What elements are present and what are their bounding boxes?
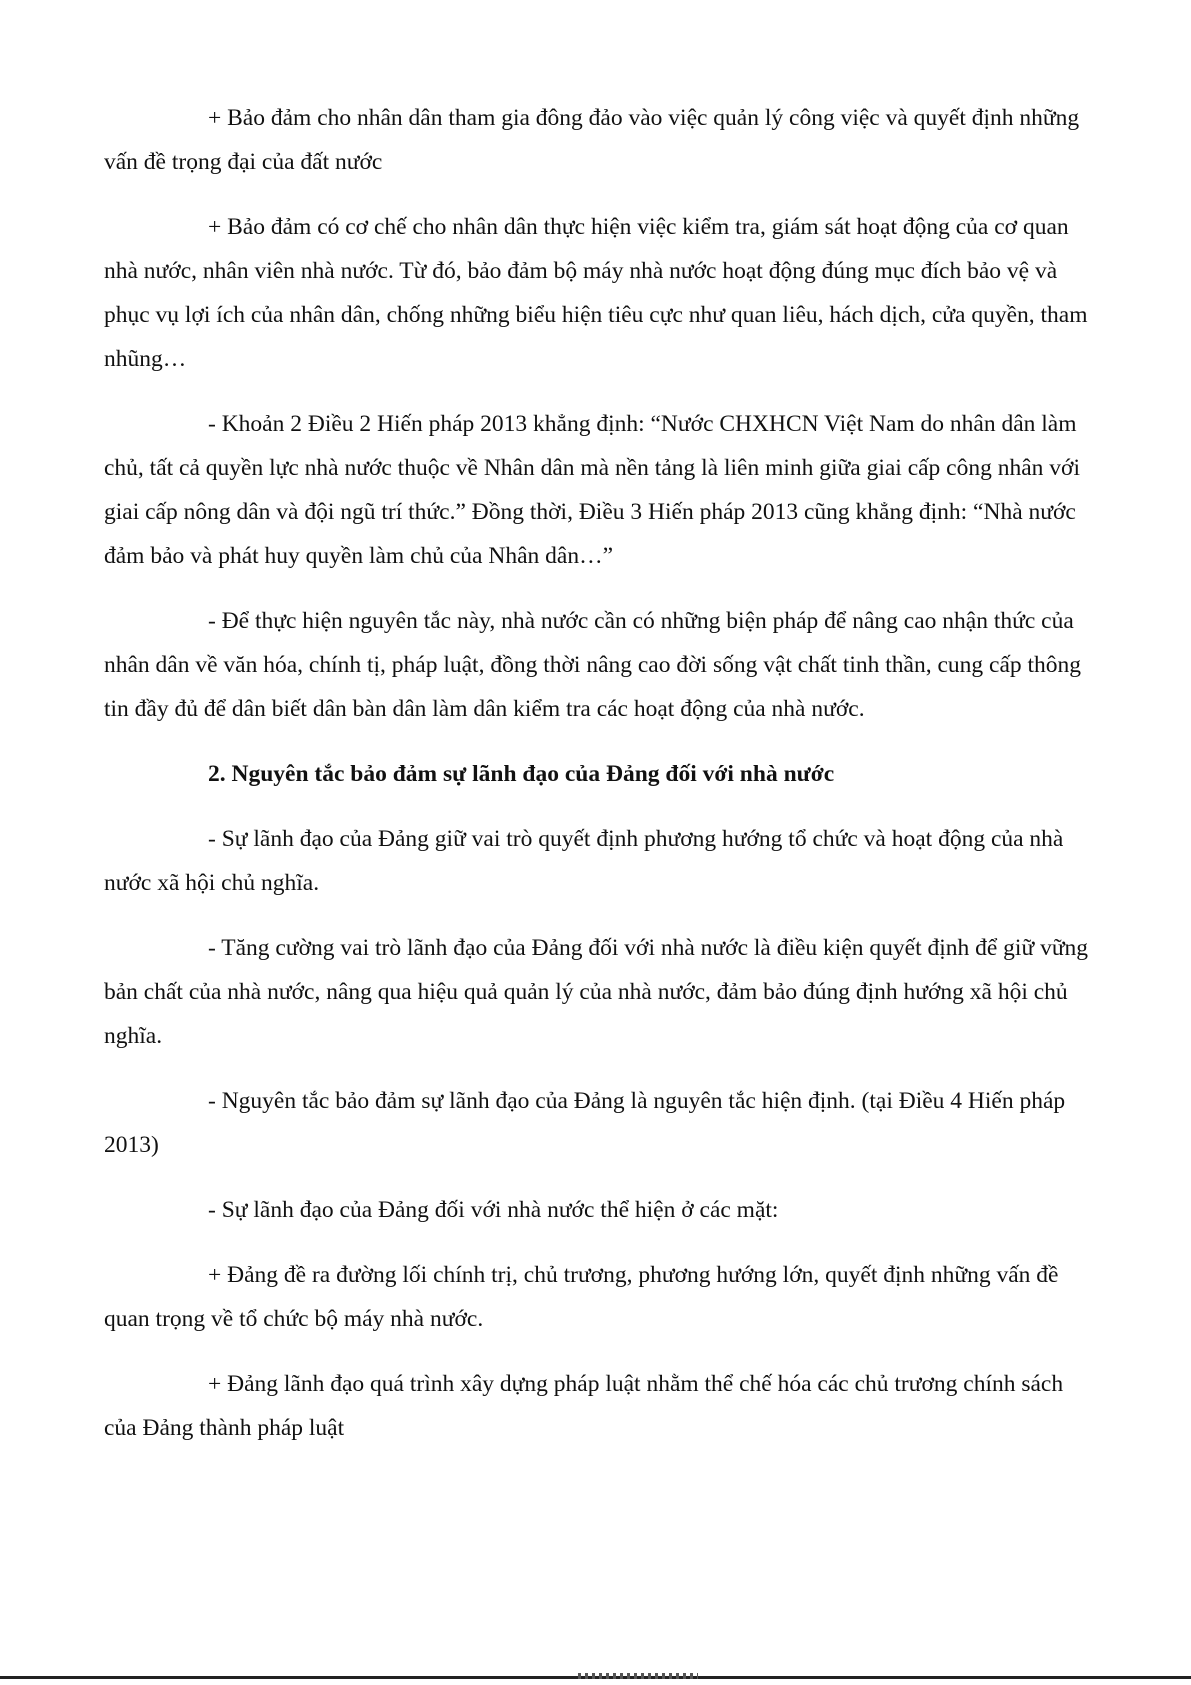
paragraph-3: - Khoản 2 Điều 2 Hiến pháp 2013 khẳng định: “Nước CHXHCN Việt Nam do nhân dân làm chủ, tất cả quyền lực nhà nước thuộc về Nhân dân mà nền tảng là liên minh giữa giai cấp công nhân với giai cấp nông dân và đội ngũ trí thức.” Đồng thời, Điều 3 Hiến pháp 2013 cũng khẳng định: “Nhà nước đảm bảo và phát huy quyền làm chủ của Nhân dân…” <box>104 411 1080 569</box>
paragraph-1: + Bảo đảm cho nhân dân tham gia đông đảo vào việc quản lý công việc và quyết định những vấn đề trọng đại của đất nước <box>104 105 1080 175</box>
section-heading: 2. Nguyên tắc bảo đảm sự lãnh đạo của Đảng đối với nhà nước <box>208 761 835 787</box>
paragraph-5: - Sự lãnh đạo của Đảng giữ vai trò quyết định phương hướng tổ chức và hoạt động của nhà nước xã hội chủ nghĩa. <box>104 826 1064 896</box>
paragraph-6: - Tăng cường vai trò lãnh đạo của Đảng đối với nhà nước là điều kiện quyết định để giữ vững bản chất của nhà nước, nâng qua hiệu quả quản lý của nhà nước, đảm bảo đúng định hướng xã hội chủ nghĩa. <box>104 935 1089 1049</box>
paragraph-7: - Nguyên tắc bảo đảm sự lãnh đạo của Đảng là nguyên tắc hiện định. (tại Điều 4 Hiến pháp 2013) <box>104 1088 1066 1158</box>
paragraph-10: + Đảng lãnh đạo quá trình xây dựng pháp luật nhằm thể chế hóa các chủ trương chính sách của Đảng thành pháp luật <box>104 1371 1064 1441</box>
paragraph-2: + Bảo đảm có cơ chế cho nhân dân thực hiện việc kiểm tra, giám sát hoạt động của cơ quan nhà nước, nhân viên nhà nước. Từ đó, bảo đảm bộ máy nhà nước hoạt động đúng mục đích bảo vệ và phục vụ lợi ích của nhân dân, chống những biểu hiện tiêu cực như quan liêu, hách dịch, cửa quyền, tham nhũng… <box>104 214 1088 372</box>
paragraph-8: - Sự lãnh đạo của Đảng đối với nhà nước thể hiện ở các mặt: <box>208 1197 779 1223</box>
page-bottom-mark <box>578 1673 698 1679</box>
paragraph-9: + Đảng đề ra đường lối chính trị, chủ trương, phương hướng lớn, quyết định những vấn đề quan trọng về tổ chức bộ máy nhà nước. <box>104 1262 1059 1332</box>
paragraph-4: - Để thực hiện nguyên tắc này, nhà nước cần có những biện pháp để nâng cao nhận thức của nhân dân về văn hóa, chính tị, pháp luật, đồng thời nâng cao đời sống vật chất tinh thần, cung cấp thông tin đầy đủ để dân biết dân bàn dân làm dân kiểm tra các hoạt động của nhà nước. <box>104 608 1082 722</box>
document-body <box>104 96 1094 1471</box>
